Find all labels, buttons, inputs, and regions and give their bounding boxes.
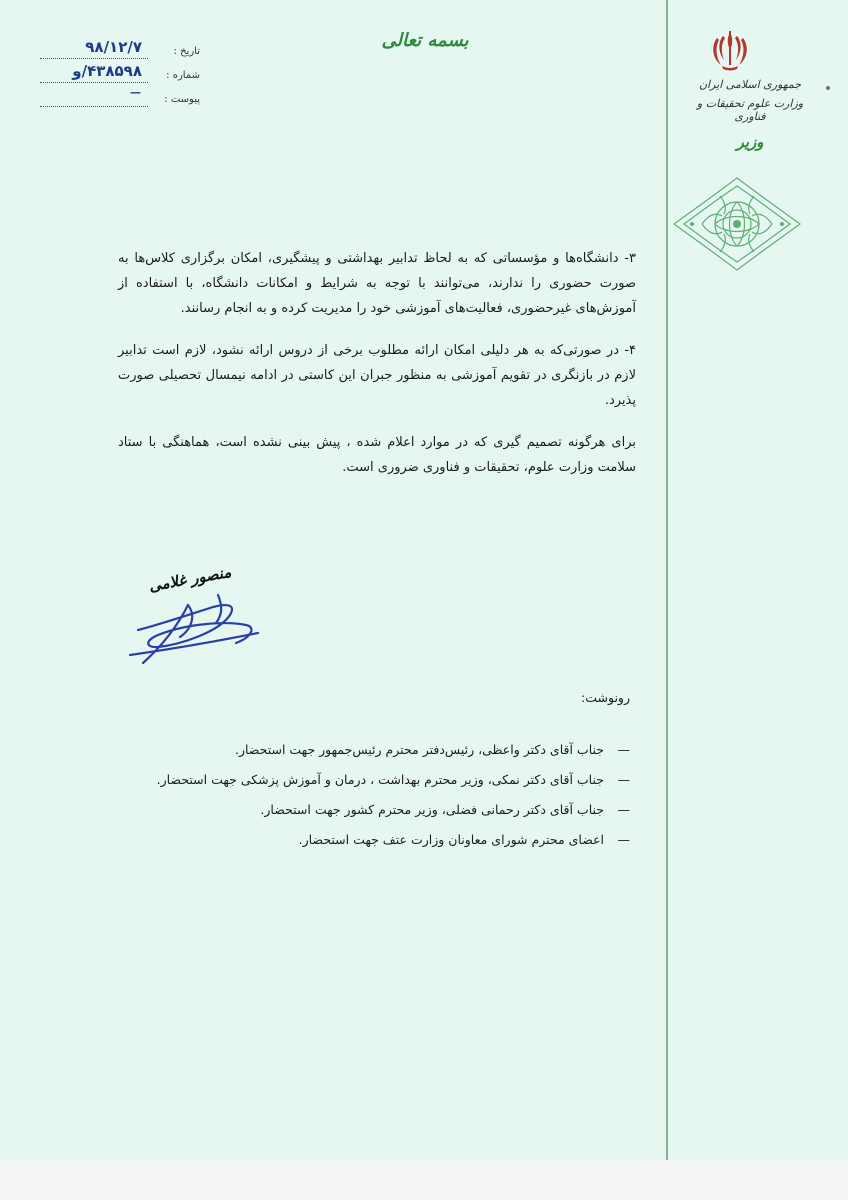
date-value: ۹۸/۱۲/۷ bbox=[85, 38, 142, 56]
meta-number bbox=[40, 64, 200, 88]
signer-name: منصور غلامی bbox=[147, 562, 233, 596]
cc-item-text: جناب آقای دکتر رحمانی فضلی، وزیر محترم کشور جهت استحضار. bbox=[260, 802, 604, 817]
cc-item bbox=[150, 765, 630, 795]
paragraph-4: ۴- در صورتی‌که به هر دلیلی امکان ارائه مطلوب برخی از دروس ارائه نشود، لازم است تدابیر لازم در بازنگری در تقویم آموزشی به منظور جبران این کاستی در ادامه نیمسال تحصیلی صورت پذیرد. bbox=[118, 343, 636, 408]
country-name: جمهوری اسلامی ایران bbox=[698, 78, 802, 91]
paragraph-3: ۳- دانشگاه‌ها و مؤسساتی که به لحاظ تدابیر بهداشتی و پیشگیری، امکان برگزاری کلاس‌ها به صورت حضوری را ندارند، می‌توانند با توجه به شرایط و امکانات دانشگاه، با استفاده از آموزش‌های غیرحضوری، فعالیت‌های آموزشی خود را مدیریت کرده و به انجام رسانند. bbox=[118, 251, 636, 316]
cc-title: رونوشت: bbox=[581, 690, 630, 705]
list-bullet: — bbox=[617, 772, 630, 787]
number-label: شماره : bbox=[166, 70, 200, 81]
scan-bottom-strip bbox=[0, 1160, 848, 1200]
cc-item bbox=[150, 735, 630, 765]
cc-item bbox=[150, 795, 630, 825]
attachment-label: پیوست : bbox=[164, 94, 200, 105]
letter-body bbox=[118, 246, 636, 497]
handwritten-signature bbox=[118, 585, 268, 675]
bismillah-heading: بسمه تعالی bbox=[381, 30, 469, 51]
letter-meta bbox=[40, 40, 200, 112]
date-label: تاریخ : bbox=[173, 46, 200, 57]
cc-item-text: جناب آقای دکتر نمکی، وزیر محترم بهداشت ، درمان و آموزش پزشکی جهت استحضار. bbox=[156, 772, 604, 787]
meta-attachment bbox=[40, 88, 200, 112]
dotted-line bbox=[40, 82, 148, 83]
attachment-value: — bbox=[130, 86, 142, 99]
iran-emblem-icon bbox=[707, 28, 753, 74]
dotted-line bbox=[40, 58, 148, 59]
cc-list bbox=[150, 735, 630, 855]
list-bullet: — bbox=[617, 832, 630, 847]
ministry-header bbox=[680, 78, 820, 151]
vertical-rule bbox=[666, 0, 668, 1160]
cc-section bbox=[150, 690, 630, 855]
number-value: ۴۳۸۵۹۸/و bbox=[72, 62, 142, 80]
cc-item-text: اعضای محترم شورای معاونان وزارت عتف جهت استحضار. bbox=[298, 832, 604, 847]
minister-title: وزیر bbox=[736, 133, 764, 151]
dotted-line bbox=[40, 106, 148, 107]
cc-item-text: جناب آقای دکتر واعظی، رئیس‌دفتر محترم رئیس‌جمهور جهت استحضار. bbox=[234, 742, 604, 757]
paragraph-closing: برای هرگونه تصمیم گیری که در موارد اعلام شده ، پیش بینی نشده است، هماهنگی با ستاد سلامت وزارت علوم، تحقیقات و فناوری ضروری است. bbox=[118, 435, 636, 475]
list-bullet: — bbox=[617, 742, 630, 757]
ornament-icon bbox=[672, 176, 802, 272]
ministry-name: وزارت علوم تحقیقات و فناوری bbox=[696, 97, 804, 123]
cc-item bbox=[150, 825, 630, 855]
meta-date bbox=[40, 40, 200, 64]
edge-dot bbox=[826, 86, 830, 90]
list-bullet: — bbox=[617, 802, 630, 817]
